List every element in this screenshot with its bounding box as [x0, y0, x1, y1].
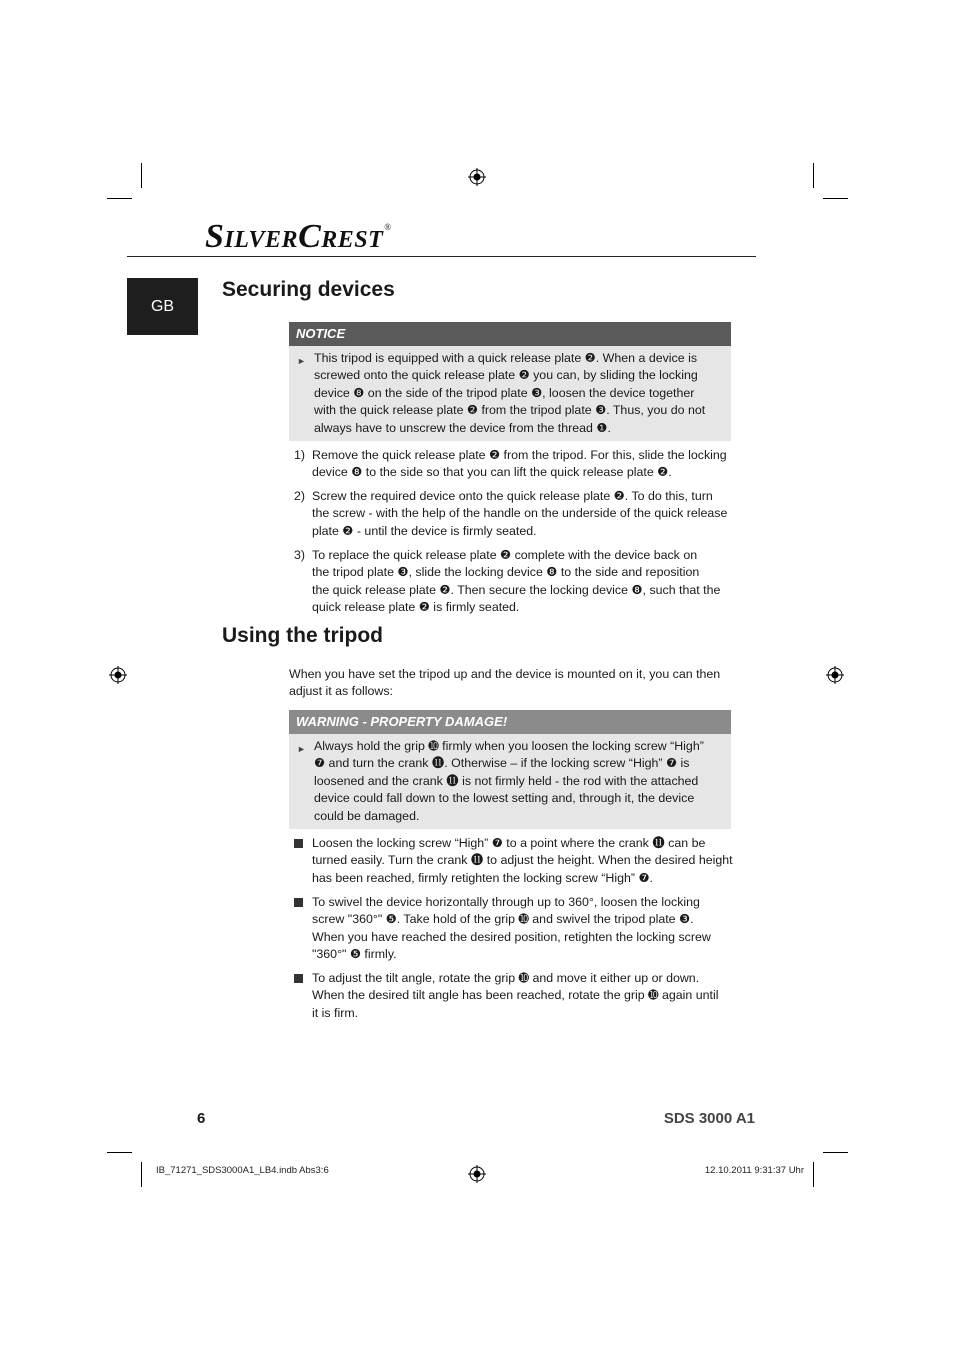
step-text: Remove the quick release plate ❷ from the tripod. For this, slide the locking device ❽ to the side so that you can lift the quick release plate ❷. — [312, 448, 727, 480]
crop-mark — [141, 1162, 142, 1187]
notice-box — [289, 322, 731, 441]
language-tab: GB — [127, 278, 198, 335]
brand-logo: SILVERCREST® — [205, 218, 392, 255]
crop-mark — [107, 1152, 132, 1153]
arrow-icon: ► — [297, 744, 306, 754]
step-number: 2) — [294, 489, 306, 503]
print-slug-right: 12.10.2011 9:31:37 Uhr — [704, 1165, 804, 1176]
crop-mark — [823, 198, 848, 199]
arrow-icon: ► — [297, 356, 306, 366]
intro-text: When you have set the tripod up and the device is mounted on it, you can then adjust it as follows: — [289, 667, 721, 699]
warning-body: ► Always hold the grip ➓ firmly when you loosen the locking screw “High” ❼ and turn the crank ⓫. Otherwise – if the locking screw “High” ❼ is loosened and the crank ⓫ is not firmly held - the rod with the attached device could fall down to the lowest setting and, through it, the device could be damaged. — [297, 739, 704, 823]
registration-mark-icon — [826, 666, 844, 684]
page-number: 6 — [197, 1110, 206, 1127]
bullet-square-icon — [294, 898, 303, 907]
bullet-text: To swivel the device horizontally through up to 360°, loosen the locking screw "360°" ❺. Take hold of the grip ➓ and swivel the tripod plate ❸. When you have reached the desired position, retighten the locking screw "360°" ❺ firmly. — [312, 895, 711, 962]
registration-mark-icon — [468, 168, 486, 186]
registration-mark-icon — [109, 666, 127, 684]
crop-mark — [107, 198, 132, 199]
step-number: 3) — [294, 548, 306, 562]
step-text: Screw the required device onto the quick release plate ❷. To do this, turn the screw - with the help of the handle on the underside of the quick release plate ❷ - until the device is firmly seated. — [312, 489, 728, 538]
bullet-text: To adjust the tilt angle, rotate the grip ➓ and move it either up or down. When the desired tilt angle has been reached, rotate the grip ➓ again until it is firm. — [312, 971, 719, 1020]
notice-header: NOTICE — [289, 322, 731, 346]
header-rule — [127, 256, 756, 257]
print-slug-left: IB_71271_SDS3000A1_LB4.indb Abs3:6 — [156, 1165, 329, 1176]
bullet-text: Loosen the locking screw “High” ❼ to a point where the crank ⓫ can be turned easily. Turn the crank ⓫ to adjust the height. When the desired height has been reached, firmly retighten the locking screw “High” ❼. — [312, 836, 733, 885]
notice-body: ► This tripod is equipped with a quick release plate ❷. When a device is screwed onto the quick release plate ❷ you can, by sliding the locking device ❽ on the side of the tripod plate ❸, loosen the device together with the quick release plate ❷ from the tripod plate ❸. Thus, you do not always have to unscrew the device from the thread ❶. — [297, 351, 706, 435]
section-title: Using the tripod — [222, 624, 383, 647]
crop-mark — [813, 163, 814, 188]
registration-mark-icon — [468, 1165, 486, 1183]
warning-box — [289, 710, 731, 829]
bullet-square-icon — [294, 974, 303, 983]
crop-mark — [813, 1162, 814, 1187]
step-text: To replace the quick release plate ❷ complete with the device back on the tripod plate ❸, slide the locking device ❽ to the side and reposition the quick release plate ❷. Then secure the locking device ❽, such that the quick release plate ❷ is firmly seated. — [312, 548, 721, 615]
crop-mark — [141, 163, 142, 188]
bullet-square-icon — [294, 839, 303, 848]
step-number: 1) — [294, 448, 306, 462]
model-number: SDS 3000 A1 — [663, 1110, 755, 1127]
section-title: Securing devices — [222, 278, 395, 301]
crop-mark — [823, 1152, 848, 1153]
warning-header: WARNING - PROPERTY DAMAGE! — [289, 710, 731, 734]
